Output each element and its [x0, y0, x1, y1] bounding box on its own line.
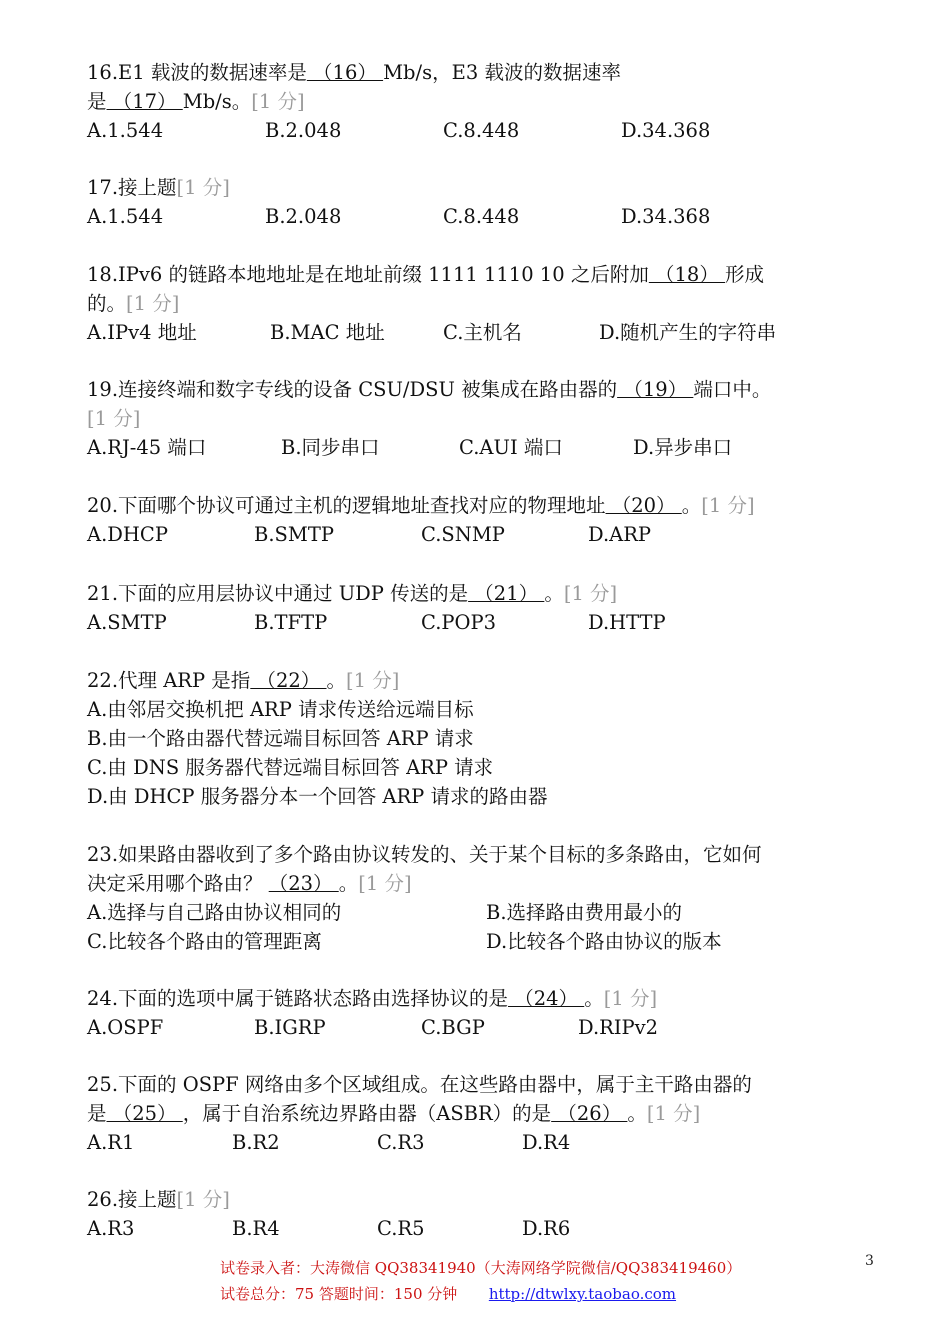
option-b[interactable]: B.同步串口 [281, 436, 380, 459]
option-c[interactable]: C.8.448 [443, 205, 520, 228]
option-c[interactable]: C.由 DNS 服务器代替远端目标回答 ARP 请求 [87, 756, 494, 779]
question-text: 23.如果路由器收到了多个路由协议转发的、关于某个目标的多条路由，它如何 [87, 843, 762, 866]
score-label: [1 分] [563, 582, 618, 605]
option-a[interactable]: A.由邻居交换机把 ARP 请求传送给远端目标 [87, 698, 474, 721]
option-b[interactable]: B.SMTP [254, 523, 334, 546]
answer-blank: （18） [648, 263, 726, 286]
score-label: [1 分] [358, 872, 412, 895]
question-19-line [87, 405, 140, 433]
question-21-line [87, 580, 617, 608]
option-c[interactable]: C.R3 [377, 1131, 425, 1154]
answer-blank: （16） [306, 61, 384, 84]
score-label: [1 分] [176, 176, 230, 199]
question-text: 17.接上题 [87, 176, 177, 199]
question-text: 19.连接终端和数字专线的设备 CSU/DSU 被集成在路由器的 [87, 378, 618, 401]
question-text: 。 [584, 987, 604, 1010]
question-text: 。 [681, 494, 702, 517]
question-19-line [87, 376, 771, 404]
question-25-line [87, 1071, 752, 1099]
option-a[interactable]: A.1.544 [87, 205, 164, 228]
option-d[interactable]: D.R4 [522, 1131, 571, 1154]
option-c[interactable]: C.BGP [421, 1016, 485, 1039]
option-d[interactable]: D.ARP [588, 523, 652, 546]
question-text: 是 [87, 90, 107, 113]
question-text: 形成 [725, 263, 765, 286]
footer-author-line: 试卷录入者：大涛微信 QQ38341940（大涛网络学院微信/QQ383419460） [220, 1259, 742, 1277]
question-text: 20.下面哪个协议可通过主机的逻辑地址查找对应的物理地址 [87, 494, 606, 517]
answer-blank: （17） [106, 90, 183, 113]
question-24-line [87, 985, 657, 1013]
question-text: Mb/s，E3 载波的数据速率 [383, 61, 621, 84]
page-number: 3 [865, 1253, 874, 1269]
answer-blank: （21） [468, 582, 545, 605]
option-a[interactable]: A.SMTP [87, 611, 167, 634]
option-d[interactable]: D.由 DHCP 服务器分本一个回答 ARP 请求的路由器 [87, 785, 548, 808]
question-text: 决定采用哪个路由？ [87, 872, 269, 895]
option-d[interactable]: D.R6 [522, 1217, 571, 1240]
option-c[interactable]: C.比较各个路由的管理距离 [87, 930, 322, 953]
footer-link[interactable]: http://dtwlxy.taobao.com [488, 1285, 677, 1303]
question-text: 18.IPv6 的链路本地地址是在地址前缀 1111 1110 10 之后附加 [87, 263, 649, 286]
question-text: 。 [326, 669, 347, 692]
option-d[interactable]: D.HTTP [588, 611, 666, 634]
option-c[interactable]: C.SNMP [421, 523, 505, 546]
option-d[interactable]: D.34.368 [621, 205, 711, 228]
question-17-line [87, 174, 230, 202]
question-23-line [87, 841, 762, 869]
option-a[interactable]: A.OSPF [87, 1016, 164, 1039]
question-text: ，属于自治系统边界路由器（ASBR）的是 [182, 1102, 552, 1125]
score-label: [1 分] [646, 1102, 701, 1125]
question-text: 16.E1 载波的数据速率是 [87, 61, 307, 84]
option-b[interactable]: B.IGRP [254, 1016, 326, 1039]
score-label: [1 分] [251, 90, 305, 113]
question-text: 的。 [87, 292, 127, 315]
question-16-line [87, 88, 305, 116]
option-c[interactable]: C.主机名 [443, 321, 522, 344]
option-b[interactable]: B.选择路由费用最小的 [486, 901, 683, 924]
option-c[interactable]: C.AUI 端口 [459, 436, 563, 459]
question-text: 。 [338, 872, 359, 895]
option-c[interactable]: C.R5 [377, 1217, 425, 1240]
option-b[interactable]: B.TFTP [254, 611, 328, 634]
option-a[interactable]: A.R1 [87, 1131, 135, 1154]
question-text: 21.下面的应用层协议中通过 UDP 传送的是 [87, 582, 469, 605]
question-text: 。 [627, 1102, 647, 1125]
question-text: 25.下面的 OSPF 网络由多个区域组成。在这些路由器中，属于主干路由器的 [87, 1073, 752, 1096]
score-label: [1 分] [603, 987, 658, 1010]
option-b[interactable]: B.2.048 [265, 119, 342, 142]
score-label: [1 分] [176, 1188, 230, 1211]
question-text: 26.接上题 [87, 1188, 177, 1211]
score-label: [1 分] [346, 669, 400, 692]
option-b[interactable]: B.MAC 地址 [270, 321, 385, 344]
question-18-line [87, 290, 179, 318]
question-text: 端口中。 [693, 378, 772, 401]
question-20-line [87, 492, 755, 520]
option-d[interactable]: D.异步串口 [633, 436, 733, 459]
option-b[interactable]: B.R4 [232, 1217, 280, 1240]
question-18-line [87, 261, 764, 289]
score-label: [1 分] [126, 292, 180, 315]
option-b[interactable]: B.R2 [232, 1131, 280, 1154]
answer-blank: （26） [551, 1102, 628, 1125]
option-a[interactable]: A.选择与自己路由协议相同的 [87, 901, 342, 924]
question-23-line [87, 870, 412, 898]
answer-blank: （19） [617, 378, 694, 401]
option-b[interactable]: B.2.048 [265, 205, 342, 228]
question-text: Mb/s。 [182, 90, 252, 113]
question-text: 是 [87, 1102, 107, 1125]
option-d[interactable]: D.随机产生的字符串 [599, 321, 777, 344]
option-a[interactable]: A.R3 [87, 1217, 135, 1240]
question-26-line [87, 1186, 230, 1214]
answer-blank: （23） [268, 872, 339, 895]
option-d[interactable]: D.RIPv2 [578, 1016, 659, 1039]
option-d[interactable]: D.34.368 [621, 119, 711, 142]
option-d[interactable]: D.比较各个路由协议的版本 [486, 930, 722, 953]
question-16-line [87, 59, 621, 87]
option-b[interactable]: B.由一个路由器代替远端目标回答 ARP 请求 [87, 727, 474, 750]
answer-blank: （24） [508, 987, 585, 1010]
footer-info-line [220, 1283, 676, 1304]
question-22-line [87, 667, 399, 695]
question-text: 24.下面的选项中属于链路状态路由选择协议的是 [87, 987, 509, 1010]
answer-blank: （22） [250, 669, 327, 692]
score-label: [1 分] [701, 494, 755, 517]
question-25-line [87, 1100, 700, 1128]
footer-score-time: 试卷总分：75 答题时间：150 分钟 [220, 1285, 458, 1303]
option-a[interactable]: A.IPv4 地址 [87, 321, 197, 344]
option-c[interactable]: C.8.448 [443, 119, 520, 142]
option-a[interactable]: A.1.544 [87, 119, 164, 142]
question-text: 22.代理 ARP 是指 [87, 669, 251, 692]
answer-blank: （20） [605, 494, 682, 517]
answer-blank: （25） [106, 1102, 183, 1125]
score-label: [1 分] [87, 407, 141, 430]
question-text: 。 [544, 582, 564, 605]
option-a[interactable]: A.RJ-45 端口 [87, 436, 207, 459]
option-c[interactable]: C.POP3 [421, 611, 497, 634]
option-a[interactable]: A.DHCP [87, 523, 168, 546]
